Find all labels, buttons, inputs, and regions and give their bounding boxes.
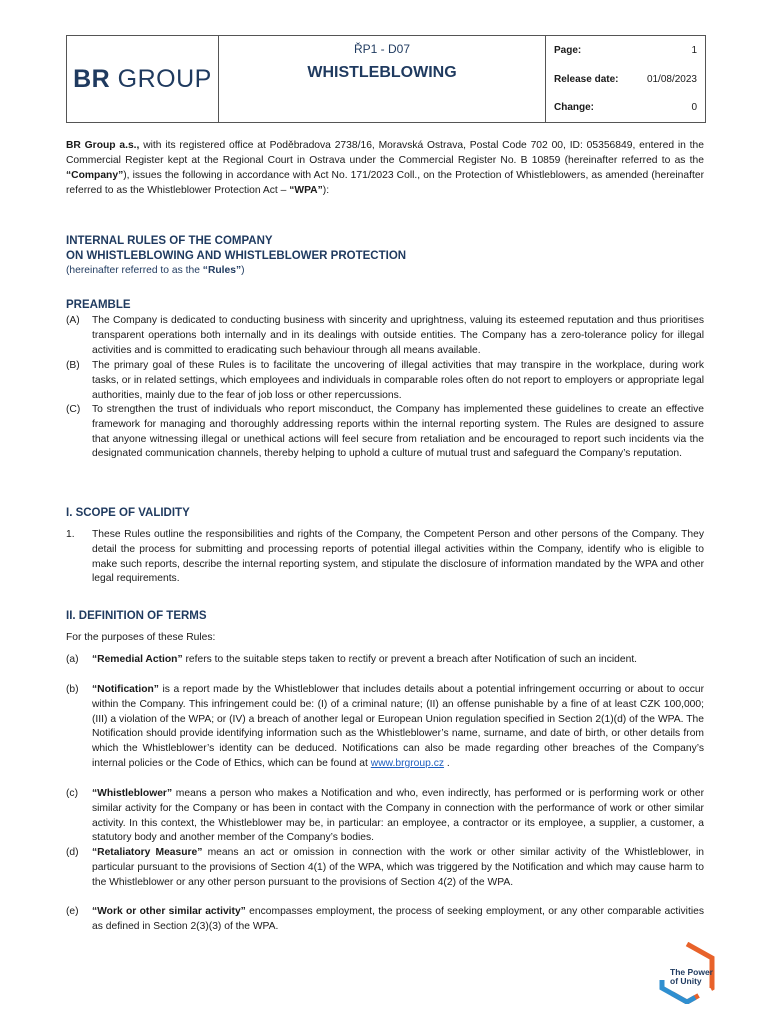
- item-label: (C): [66, 404, 81, 415]
- item-text: [92, 683, 704, 772]
- term-text: encompasses employment, the process of seeking employment, or any other comparable activities as defined in Section 2(3)(3) of the WPA.: [92, 906, 704, 932]
- rules-sub-term: “Rules”: [202, 265, 242, 276]
- intro-text-2: ), issues the following in accordance with Act No. 171/2023 Coll., on the Protection of Whistleblowers, as amended (hereinafter referred to as the Whistleblower Protection Act –: [66, 170, 704, 196]
- term: “Whistleblower”: [92, 788, 173, 799]
- preamble-heading: PREAMBLE: [66, 299, 131, 311]
- logo-cell: [67, 36, 219, 122]
- item-label: (b): [66, 684, 79, 695]
- change-row: [546, 93, 705, 122]
- item-label: (c): [66, 788, 79, 799]
- company-term: “Company”: [66, 170, 124, 181]
- item-text: These Rules outline the responsibilities and rights of the Company, the Competent Person and other persons of the Company. They detail the process for submitting and processing reports of potential illegal activities within the Company, identify who is eligible to make such reports, describe the internal reporting system, and stipulate the disclosure of information mandated by the WPA and other legal requirements.: [92, 529, 704, 585]
- item-label: (e): [66, 906, 79, 917]
- definition-b: [66, 683, 704, 772]
- term: “Notification”: [92, 684, 159, 695]
- badge-line-1: The Power: [670, 967, 713, 977]
- title-cell: [219, 36, 546, 122]
- item-text: [92, 846, 704, 890]
- definitions-lead: For the purposes of these Rules:: [66, 632, 216, 643]
- rules-heading-line2: ON WHISTLEBLOWING AND WHISTLEBLOWER PROTECTION: [66, 250, 407, 262]
- term-text: refers to the suitable steps taken to rectify or prevent a breach after Notification of such an incident.: [182, 654, 638, 665]
- definition-c: [66, 787, 704, 846]
- rules-sub-prefix: (hereinafter referred to as the: [66, 265, 203, 276]
- item-label: (a): [66, 654, 79, 665]
- release-value: 01/08/2023: [646, 73, 697, 85]
- company-name: BR Group a.s.,: [66, 140, 140, 151]
- item-label: (d): [66, 847, 79, 858]
- definition-e: [66, 905, 704, 935]
- page-row: [546, 36, 705, 65]
- badge-line-2: of Unity: [670, 976, 702, 986]
- preamble-item-b: [66, 359, 704, 403]
- item-label: 1.: [66, 529, 75, 540]
- rules-subheading: [66, 264, 245, 278]
- item-text: The Company is dedicated to conducting business with sincerity and uprightness, valuing its esteemed reputation and thus prioritises transparent operations both internally and in its dealings with outside entities. The Company has a zero-tolerance policy for illegal activities and is committed to eradicating such behaviour through all means available.: [92, 315, 704, 356]
- scope-item-1: [66, 528, 704, 587]
- definition-d: [66, 846, 704, 890]
- item-label: (A): [66, 315, 80, 326]
- document-header: [66, 35, 706, 123]
- rules-sub-suffix: ): [241, 265, 245, 276]
- term-text: means an act or omission in connection with the work or other similar activity of the Whistleblower, in particular pursuant to the provisions of Section 4(1) of the WPA, which was triggered by the Notification and which may cause harm to the Whistleblower or any other person pursuant to the provisions of Section 4(2) of the WPA.: [92, 847, 704, 888]
- item-text: [92, 905, 704, 935]
- intro-text-3: ):: [322, 185, 330, 196]
- preamble-item-c: [66, 403, 704, 462]
- intro-text-1: with its registered office at Poděbradova 2738/16, Moravská Ostrava, Postal Code 702 00, ID: 05356849, entered in the Commercial Register kept at the Regional Court in Ostrava under the Commercial Register No. B 10859 (hereinafter referred to as the: [66, 140, 704, 166]
- scope-heading: I. SCOPE OF VALIDITY: [66, 507, 190, 519]
- website-link[interactable]: www.brgroup.cz: [370, 757, 445, 769]
- item-text: To strengthen the trust of individuals who report misconduct, the Company has implemented these guidelines to create an effective framework for managing and thoroughly addressing reports within the internal reporting system. The Rules are designed to assure that anyone witnessing illegal or unethical actions will feel secure from retaliation and be encouraged to report such incidents via the designated communication channels, thereby helping to uphold a culture of mutual trust and safeguard the Company’s reputation.: [92, 404, 704, 460]
- intro-paragraph: [66, 138, 704, 198]
- br-group-logo: [73, 65, 212, 94]
- term: “Retaliatory Measure”: [92, 847, 203, 858]
- release-label: Release date:: [554, 73, 619, 85]
- document-title: WHISTLEBLOWING: [307, 64, 457, 81]
- rules-heading-line1: INTERNAL RULES OF THE COMPANY: [66, 235, 273, 247]
- item-text: The primary goal of these Rules is to facilitate the uncovering of illegal activities that may transpire in the workplace, during work tasks, or in related settings, which employees and individuals in comparable roles often do not report to employers or appropriate legal authorities, mainly due to the fear of job loss or other repercussions.: [92, 360, 704, 401]
- badge-text: [670, 968, 713, 986]
- item-label: (B): [66, 360, 80, 371]
- term-text: means a person who makes a Notification and who, even indirectly, has performed or is performing work or other similar activity for the Company or has been in contact with the Company in connection with the performance of work or other similar activity. In this context, the Whistleblower may be, in particular: an employee, a contractor or its employee, a supplier, a customer, a statutory body and another member of the Company’s bodies.: [92, 788, 704, 844]
- page-value: 1: [691, 44, 697, 56]
- term: “Work or other similar activity”: [92, 906, 246, 917]
- item-text: [92, 787, 704, 846]
- logo-text-bold: BR: [73, 64, 111, 93]
- term-text: is a report made by the Whistleblower that includes details about a potential infringement occurring or about to occur within the Company. This infringement could be: (I) of a criminal nature; (II) an offense punishable by a fine of at least CZK 100,000; (III) a violation of the WPA; or (IV) a breach of another legal or European Union regulation specified in Section 2(1)(d) of the WPA. The Notification should provide identifying information such as the Whistleblower’s name, surname, and date of birth, or other details from which the Whistleblower’s identity can be deduced. Notifications can also be made regarding other breaches of the Company’s internal policies or the Code of Ethics, which can be found at: [92, 684, 704, 769]
- logo-text-light: GROUP: [110, 64, 212, 93]
- term-end: .: [444, 757, 450, 769]
- page-label: Page:: [554, 44, 582, 56]
- definition-a: [66, 653, 704, 668]
- document-code: ŘP1 - D07: [353, 42, 411, 56]
- change-value: 0: [691, 102, 697, 114]
- release-row: [546, 65, 705, 94]
- change-label: Change:: [554, 102, 594, 114]
- wpa-term: “WPA”: [289, 185, 323, 196]
- definitions-heading: II. DEFINITION OF TERMS: [66, 610, 207, 622]
- term: “Remedial Action”: [92, 654, 183, 665]
- item-text: [92, 653, 704, 668]
- meta-cell: [546, 36, 705, 122]
- preamble-item-a: [66, 314, 704, 358]
